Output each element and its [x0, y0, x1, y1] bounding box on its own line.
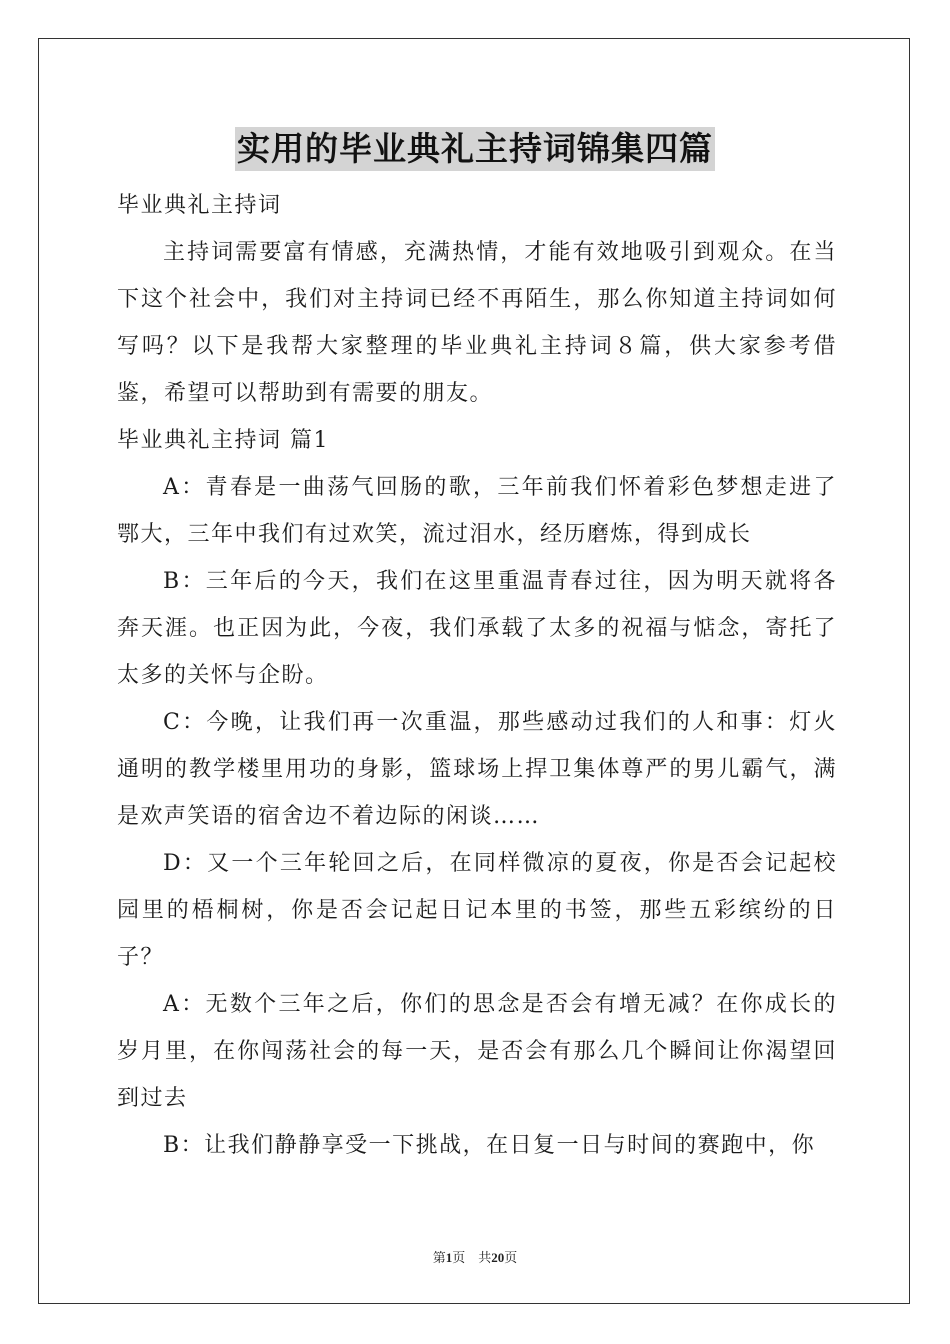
subtitle: 毕业典礼主持词	[117, 193, 282, 218]
document-title: 实用的毕业典礼主持词锦集四篇	[235, 127, 715, 171]
page-total: 20	[491, 1250, 505, 1265]
title-container	[0, 127, 950, 171]
paragraph: A：无数个三年之后，你们的思念是否会有增无减？在你成长的岁月里，在你闯荡社会的每一天，是否会有那么几个瞬间让你渴望回到过去	[117, 992, 837, 1111]
paragraph: D：又一个三年轮回之后，在同样微凉的夏夜，你是否会记起校园里的梧桐树，你是否会记起日记本里的书签，那些五彩缤纷的日子？	[117, 851, 837, 970]
paragraph: C：今晚，让我们再一次重温，那些感动过我们的人和事：灯火通明的教学楼里用功的身影，篮球场上捍卫集体尊严的男儿霸气，满是欢声笑语的宿舍边不着边际的闲谈……	[117, 710, 837, 829]
section-heading: 毕业典礼主持词 篇1	[117, 428, 329, 453]
paragraph: A：青春是一曲荡气回肠的歌，三年前我们怀着彩色梦想走进了鄂大，三年中我们有过欢笑，流过泪水，经历磨炼，得到成长	[117, 475, 837, 547]
page-suffix: 页	[504, 1250, 518, 1265]
document-body	[117, 182, 837, 1169]
paragraph: B：三年后的今天，我们在这里重温青春过往，因为明天就将各奔天涯。也正因为此，今夜，我们承载了太多的祝福与惦念，寄托了太多的关怀与企盼。	[117, 569, 837, 688]
page-footer	[0, 1247, 950, 1266]
paragraph: B：让我们静静享受一下挑战，在日复一日与时间的赛跑中，你	[163, 1133, 816, 1158]
page-prefix: 第	[432, 1250, 446, 1265]
page-mid: 页 共	[452, 1250, 492, 1265]
page-current: 1	[445, 1250, 453, 1265]
intro-paragraph: 主持词需要富有情感，充满热情，才能有效地吸引到观众。在当下这个社会中，我们对主持词已经不再陌生，那么你知道主持词如何写吗？以下是我帮大家整理的毕业典礼主持词８篇，供大家参考借鉴，希望可以帮助到有需要的朋友。	[117, 240, 837, 406]
